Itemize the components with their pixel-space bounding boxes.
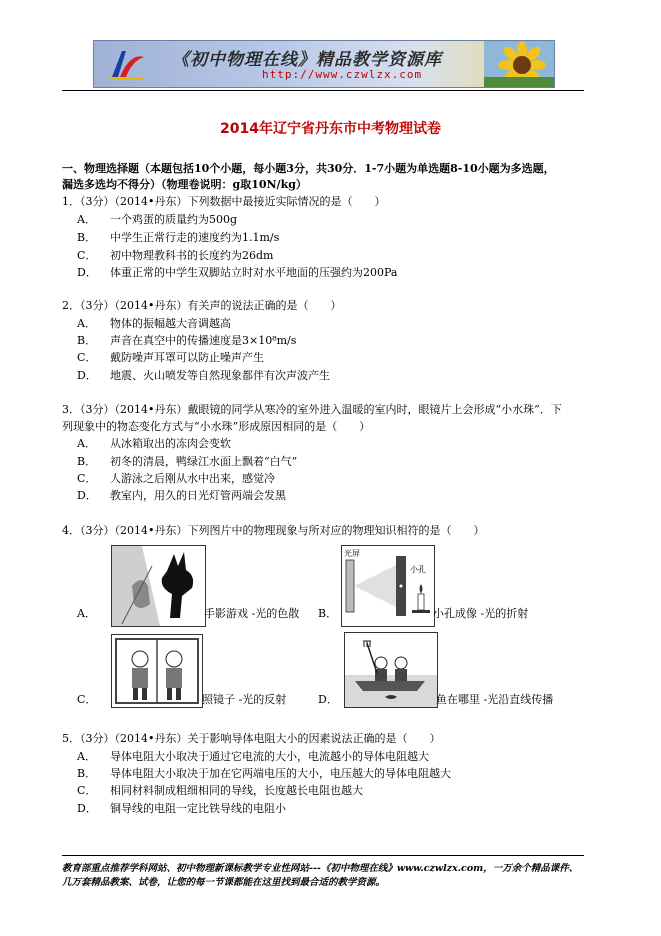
screen-label: 光屏	[344, 549, 360, 558]
q5-option-d-letter: D．	[77, 802, 97, 815]
question-3-stem-line1: 3．（3分）（2014•丹东）戴眼镜的同学从寒冷的室外进入温暖的室内时，眼镜片上会形成“小水珠”．下	[62, 403, 562, 416]
q5-option-b-letter: B．	[77, 767, 97, 780]
q1-option-d: 体重正常的中学生双脚站立时对水平地面的压强约为200Pa	[110, 266, 398, 279]
q2-option-d-letter: D．	[77, 369, 97, 382]
q2-option-c-letter: C．	[77, 351, 97, 364]
q2-option-b: 声音在真空中的传播速度是3×10⁸m/s	[110, 334, 297, 347]
q1-option-c: 初中物理教科书的长度约为26dm	[110, 249, 274, 262]
question-2-stem: 2．（3分）（2014•丹东）有关声的说法正确的是（ ）	[62, 299, 342, 312]
question-4-stem: 4．（3分）（2014•丹东）下列图片中的物理现象与所对应的物理知识相符的是（ ）	[62, 524, 485, 537]
q3-option-b-letter: B．	[77, 455, 97, 468]
q2-option-d: 地震、火山喷发等自然现象都伴有次声波产生	[110, 369, 330, 382]
section-heading-line1: 一、物理选择题（本题包括10个小题，每小题3分，共30分．1-7小题为单选题8-10小题为多选题，	[62, 162, 555, 175]
banner-title: 《初中物理在线》精品教学资源库	[172, 50, 442, 70]
q3-option-b: 初冬的清晨，鸭绿江水面上飘着“白气”	[110, 455, 298, 468]
q5-option-c: 相同材料制成粗细相同的导线，长度越长电阻也越大	[110, 784, 363, 797]
mirror-image	[111, 634, 203, 708]
section-heading-line2: 漏选多选均不得分）（物理卷说明：g取10N/kg）	[62, 178, 307, 191]
fishing-image	[344, 632, 438, 708]
q4-option-d: 鱼在哪里 -光沿直线传播	[436, 693, 554, 706]
q3-option-d-letter: D．	[77, 489, 97, 502]
q5-option-c-letter: C．	[77, 784, 97, 797]
footer-rule	[62, 855, 584, 856]
document-title: 2014年辽宁省丹东市中考物理试卷	[220, 121, 441, 137]
q5-option-a-letter: A．	[77, 750, 96, 763]
q3-option-a: 从冰箱取出的冻肉会变软	[110, 437, 231, 450]
hand-shadow-image	[111, 545, 206, 627]
site-banner	[93, 40, 555, 88]
q1-option-a-letter: A．	[77, 213, 96, 226]
q3-option-a-letter: A．	[77, 437, 96, 450]
sunflower-icon	[484, 41, 554, 87]
site-logo-icon	[108, 47, 146, 81]
banner-url[interactable]: http://www.czwlzx.com	[262, 68, 423, 81]
footer-line1: 教育部重点推荐学科网站、初中物理新课标教学专业性网站---《初中物理在线》www.czwlzx.com，一万余个精品课件、	[62, 863, 579, 874]
question-3-stem-line2: 列现象中的物态变化方式与“小水珠”形成原因相同的是（ ）	[62, 420, 371, 433]
q5-option-d: 铜导线的电阻一定比铁导线的电阻小	[110, 802, 286, 815]
footer-line2: 几万套精品教案、试卷，让您的每一节课都能在这里找到最合适的教学资源。	[62, 877, 386, 888]
q4-option-a: 手影游戏 -光的色散	[204, 607, 300, 620]
q2-option-a: 物体的振幅越大音调越高	[110, 317, 231, 330]
q2-option-b-letter: B．	[77, 334, 97, 347]
q4-option-a-letter: A．	[77, 607, 96, 620]
question-1-stem: 1．（3分）（2014•丹东）下列数据中最接近实际情况的是（ ）	[62, 195, 386, 208]
header-rule	[62, 90, 584, 91]
q4-option-d-letter: D．	[318, 693, 338, 706]
q1-option-c-letter: C．	[77, 249, 97, 262]
q2-option-a-letter: A．	[77, 317, 96, 330]
q4-option-c: 照镜子 -光的反射	[202, 693, 287, 706]
question-5-stem: 5．（3分）（2014•丹东）关于影响导体电阻大小的因素说法正确的是（ ）	[62, 732, 441, 745]
q3-option-c-letter: C．	[77, 472, 97, 485]
q1-option-b: 中学生正常行走的速度约为1.1m/s	[110, 231, 280, 244]
q2-option-c: 戴防噪声耳罩可以防止噪声产生	[110, 351, 264, 364]
page-footer	[62, 862, 578, 890]
q1-option-b-letter: B．	[77, 231, 97, 244]
hole-label: 小孔	[410, 565, 426, 574]
q1-option-d-letter: D．	[77, 266, 97, 279]
q4-option-b: 小孔成像 -光的折射	[433, 607, 529, 620]
q1-option-a: 一个鸡蛋的质量约为500g	[110, 213, 238, 226]
q3-option-c: 人游泳之后刚从水中出来，感觉冷	[110, 472, 275, 485]
q5-option-b: 导体电阻大小取决于加在它两端电压的大小，电压越大的导体电阻越大	[110, 767, 451, 780]
q4-option-b-letter: B．	[318, 607, 338, 620]
q5-option-a: 导体电阻大小取决于通过它电流的大小，电流越小的导体电阻越大	[110, 750, 429, 763]
pinhole-image	[341, 545, 435, 627]
q4-option-c-letter: C．	[77, 693, 97, 706]
q3-option-d: 教室内，用久的日光灯管两端会发黑	[110, 489, 286, 502]
